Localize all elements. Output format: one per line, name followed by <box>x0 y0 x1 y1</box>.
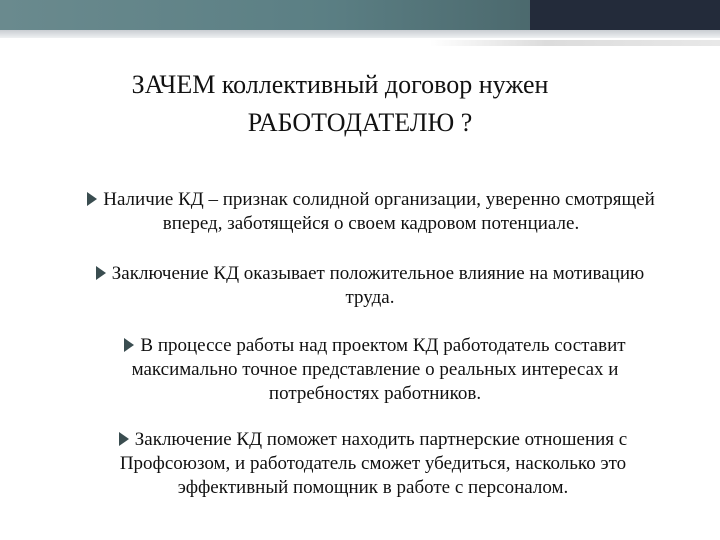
bullet-3-line-2: максимально точное представление о реальных интересах и <box>131 359 619 380</box>
bullet-4-line-3: эффективный помощник в работе с персоналом. <box>177 477 569 498</box>
bullet-3-text-1: В процессе работы над проектом КД работодатель составит <box>140 335 626 356</box>
bullet-2-text-1: Заключение КД оказывает положительное влияние на мотивацию <box>111 263 645 284</box>
header-shadow <box>0 30 720 38</box>
bullet-item-3 <box>70 334 680 406</box>
bullet-3-line-1 <box>70 334 680 358</box>
bullet-item-2 <box>40 262 700 310</box>
slide-title-line-2: РАБОТОДАТЕЛЮ ? <box>247 108 473 137</box>
bullet-3-line-3: потребностях работников. <box>268 383 482 404</box>
bullet-item-4 <box>58 428 688 500</box>
bullet-1-text-1: Наличие КД – признак солидной организации, уверенно смотрящей <box>103 189 655 210</box>
slide-title <box>60 66 660 142</box>
slide-title-line-1: ЗАЧЕМ коллективный договор нужен <box>131 70 549 99</box>
bullet-1-line-2: вперед, заботящейся о своем кадровом потенциале. <box>162 213 580 234</box>
arrow-right-icon <box>96 266 106 280</box>
arrow-right-icon <box>119 432 129 446</box>
arrow-right-icon <box>124 338 134 352</box>
arrow-right-icon <box>87 192 97 206</box>
bullet-2-line-2: труда. <box>345 287 395 308</box>
bullet-item-1 <box>36 188 706 236</box>
header-accent-line <box>430 40 720 46</box>
bullet-4-line-2: Профсоюзом, и работодатель сможет убедиться, насколько это <box>119 453 627 474</box>
bullet-1-line-1 <box>36 188 706 212</box>
bullet-4-line-1 <box>58 428 688 452</box>
bullet-2-line-1 <box>40 262 700 286</box>
header-dark-block <box>530 0 720 30</box>
bullet-4-text-1: Заключение КД поможет находить партнерские отношения с <box>134 429 628 450</box>
